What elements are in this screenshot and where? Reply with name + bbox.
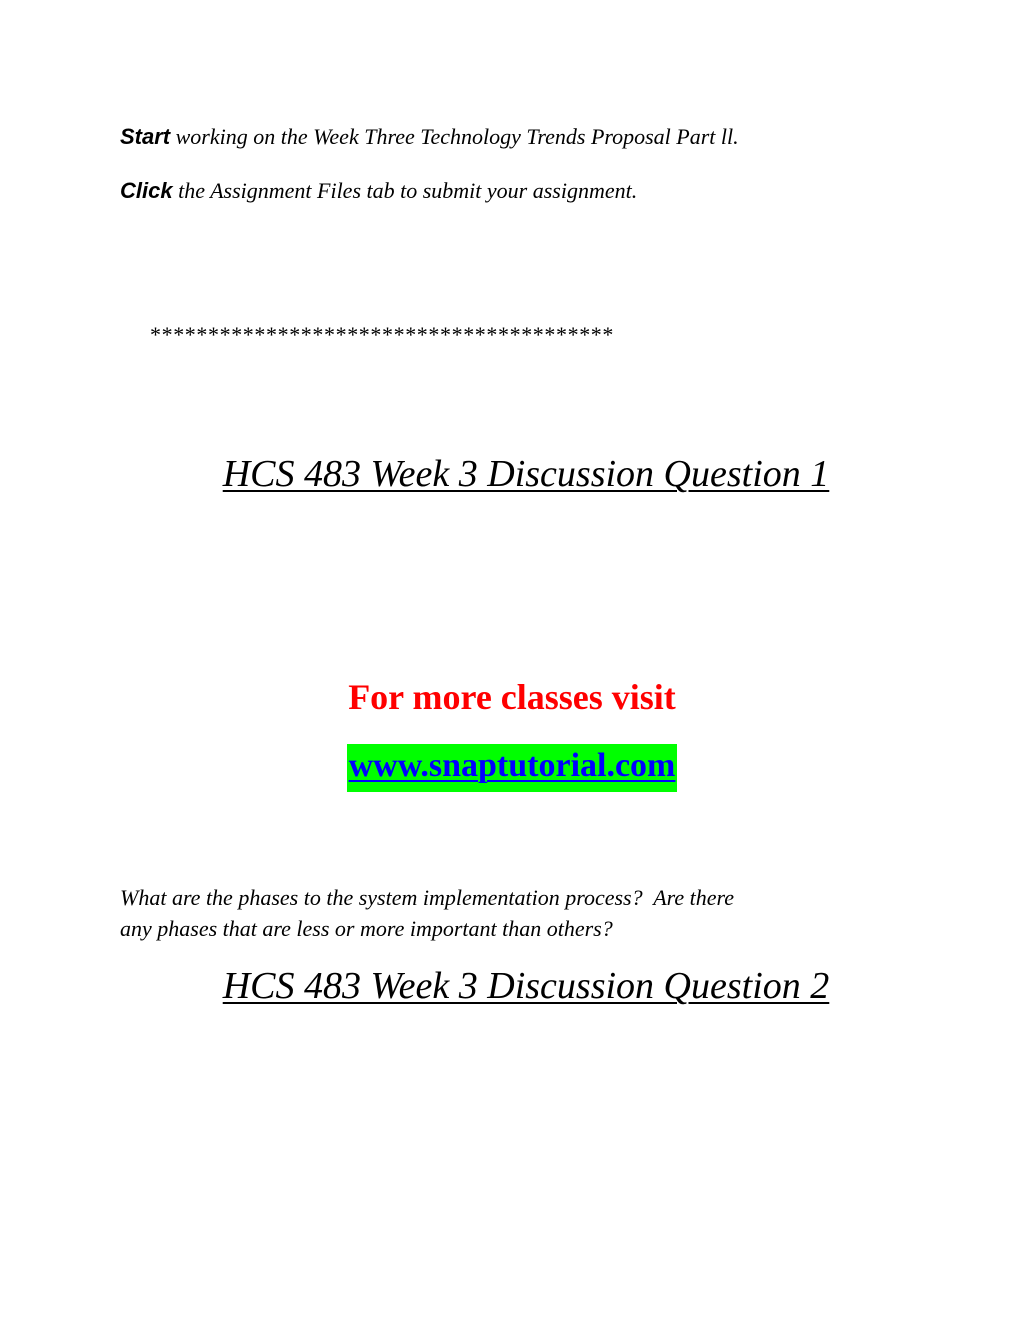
discussion-question-2-heading: HCS 483 Week 3 Discussion Question 2: [222, 965, 830, 1007]
instruction-click: [120, 178, 637, 204]
instruction-start-keyword: Start: [120, 124, 171, 149]
question-line-1: What are the phases to the system implementation process? Are there: [120, 885, 735, 910]
website-link-container: [0, 744, 1024, 792]
instruction-start-text: working on the Week Three Technology Trends Proposal Part ll.: [170, 124, 739, 149]
instruction-click-text: the Assignment Files tab to submit your assignment.: [172, 178, 638, 203]
instruction-click-keyword: Click: [120, 178, 173, 203]
discussion-question-1-heading: HCS 483 Week 3 Discussion Question 1: [222, 453, 830, 495]
asterisk-separator: ****************************************: [150, 322, 614, 347]
discussion-question-1-text: [120, 882, 900, 944]
instruction-start: [120, 124, 739, 150]
promo-text: For more classes visit: [348, 677, 676, 717]
question-line-2: any phases that are less or more important than others?: [120, 916, 613, 941]
website-link[interactable]: www.snaptutorial.com: [347, 744, 678, 792]
